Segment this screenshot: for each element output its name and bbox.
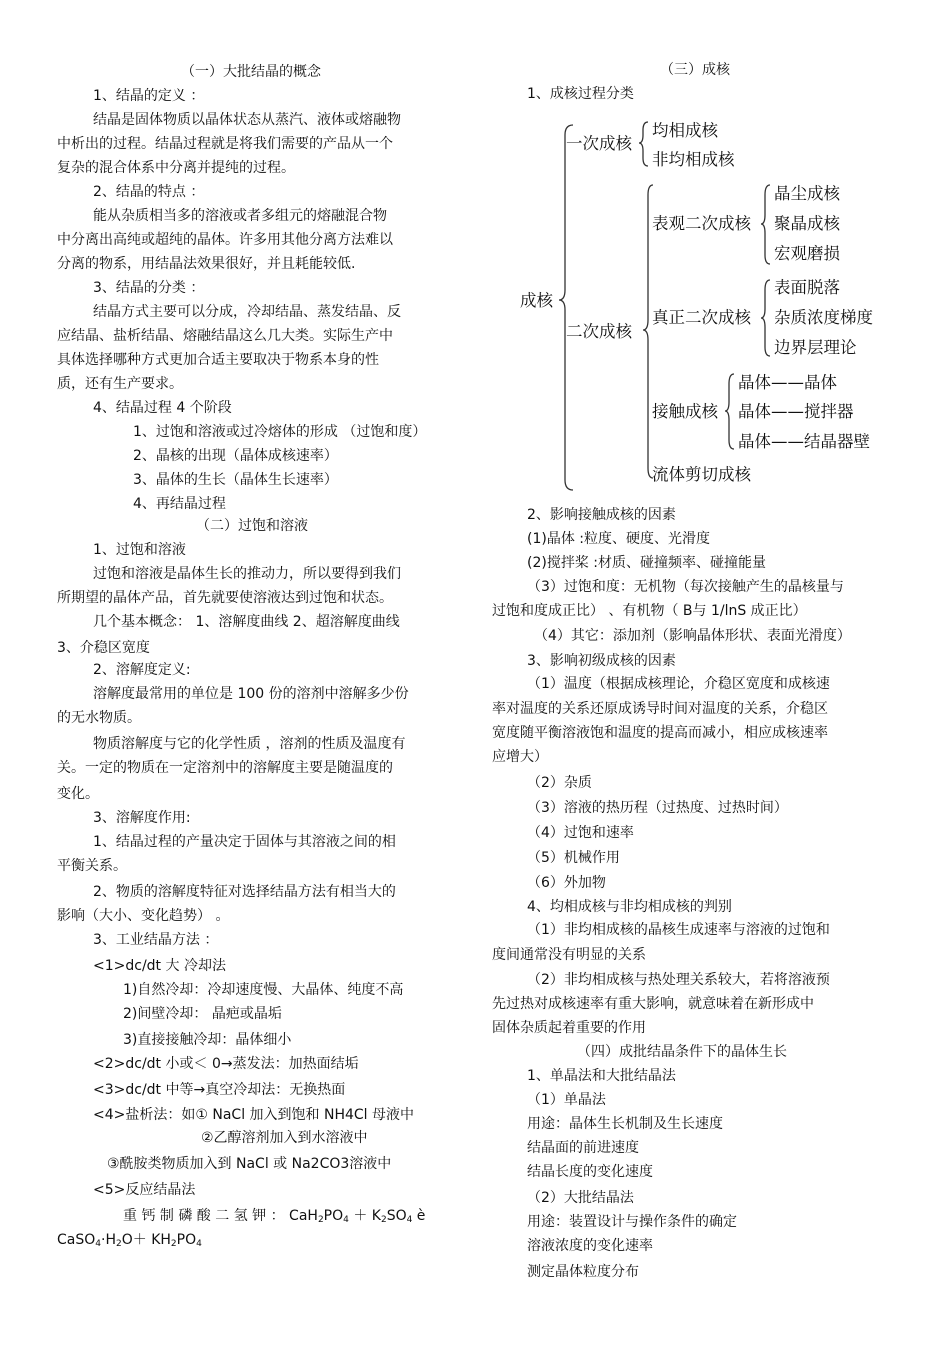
tree-node-primary: 一次成核: [566, 134, 632, 153]
subscript: 2: [317, 1215, 324, 1225]
reaction-equation-line: [123, 1206, 425, 1230]
factor-item: （4）其它：添加剂（影响晶体形状、表面光滑度）: [534, 628, 851, 644]
factor-item-continued: 率对温度的关系还原成诱导时间对温度的关系，介稳区: [492, 701, 828, 717]
discrimination-item-continued: 度间通常没有明显的关系: [492, 947, 646, 963]
brace-root: [559, 125, 573, 490]
process-stage: 1、过饱和溶液或过冷熔体的形成 （过饱和度）: [133, 424, 427, 440]
tree-leaf-macro-abrasion: 宏观磨损: [774, 244, 840, 263]
paragraph-line: 中析出的过程。结晶过程就是将我们需要的产品从一个: [57, 136, 393, 152]
equation-text: O＋ KH: [121, 1232, 171, 1248]
tree-node-apparent: 表观二次成核: [652, 214, 751, 233]
paragraph-line: 变化。: [57, 786, 99, 802]
tree-node-true-secondary: 真正二次成核: [652, 308, 751, 327]
paragraph-line: 影响（大小、变化趋势） 。: [57, 908, 230, 924]
paragraph-line: 结晶是固体物质以晶体状态从蒸汽、液体或熔融物: [93, 112, 401, 128]
process-stage: 4、再结晶过程: [133, 496, 226, 512]
subscript: 4: [95, 1239, 101, 1249]
section-title-crystal-growth: （四）成批结晶条件下的晶体生长: [577, 1044, 787, 1060]
brace-apparent: [761, 185, 770, 264]
definition-heading: 1、结晶的定义 ：: [93, 88, 205, 104]
tree-leaf-aggregate: 聚晶成核: [774, 214, 840, 233]
paragraph-line: 关。一定的物质在一定溶剂中的溶解度主要是随温度的: [57, 760, 393, 776]
tree-node-contact: 接触成核: [652, 402, 718, 421]
features-heading: 2、结晶的特点 ：: [93, 184, 205, 200]
paragraph-line: 应结晶、盐析结晶、熔融结晶这么几大类。实际生产中: [57, 328, 393, 344]
factor-item: （2）杂质: [527, 775, 592, 791]
section-title-nucleation: （三）成核: [660, 62, 730, 78]
growth-method-use: 用途：装置设计与操作条件的确定: [527, 1214, 737, 1230]
factor-item: （1）温度（根据成核理论，介稳区宽度和成核速: [527, 676, 830, 692]
factor-item-continued: 应增大）: [492, 749, 548, 765]
growth-method-detail: 结晶长度的变化速度: [527, 1164, 653, 1180]
tree-node-secondary: 二次成核: [566, 322, 632, 341]
paragraph-line: 1、结晶过程的产量决定于固体与其溶液之间的相: [93, 834, 396, 850]
subscript: 2: [170, 1239, 177, 1249]
method-subitem: 1)自然冷却：冷却速度慢、大晶体、纯度不高: [123, 982, 404, 998]
process-stage: 3、晶体的生长（晶体生长速率）: [133, 472, 338, 488]
discrimination-item-continued: 先过热对成核速率有重大影响，就意味着在新形成中: [492, 996, 814, 1012]
tree-leaf-heterogeneous: 非均相成核: [652, 150, 735, 169]
tree-leaf-homogeneous: 均相成核: [652, 121, 718, 140]
equation-text: PO: [323, 1208, 344, 1224]
method-subitem: ②乙醇溶剂加入到水溶液中: [201, 1130, 368, 1146]
discrimination-item: （1）非均相成核的晶核生成速率与溶液的过饱和: [527, 922, 830, 938]
tree-leaf-boundary-layer: 边界层理论: [774, 338, 857, 357]
primary-factors-heading: 3、影响初级成核的因素: [527, 653, 676, 669]
tree-leaf-crystal-stirrer: 晶体——搅拌器: [738, 402, 854, 421]
subscript: 2: [115, 1239, 122, 1249]
paragraph-line: 所期望的晶体产品，首先就要使溶液达到过饱和状态。: [57, 590, 393, 606]
paragraph-line: 结晶方式主要可以分成，冷却结晶、蒸发结晶、反: [93, 304, 401, 320]
factor-item: （3）过饱和度：无机物（每次接触产生的晶核量与: [527, 579, 844, 595]
method-subitem: 2)间壁冷却： 晶疤或晶垢: [123, 1006, 282, 1022]
factor-item: （5）机械作用: [527, 850, 620, 866]
factor-item: （6）外加物: [527, 875, 606, 891]
classification-heading: 3、结晶的分类 ：: [93, 280, 205, 296]
equation-text: 重 钙 制 磷 酸 二 氢 钾 ： CaH: [123, 1208, 318, 1224]
paragraph-line: 中分离出高纯或超纯的晶体。许多用其他分离方法难以: [57, 232, 393, 248]
discrimination-heading: 4、均相成核与非均相成核的判别: [527, 899, 732, 915]
equation-text: è: [412, 1208, 426, 1224]
method-item: <2>dc/dt 小或＜ 0→蒸发法：加热面结垢: [93, 1056, 359, 1072]
factor-item: (2)搅拌桨 :材质、碰撞频率、碰撞能量: [527, 555, 766, 571]
paragraph-line: 几个基本概念： 1、溶解度曲线 2、超溶解度曲线: [93, 614, 400, 630]
growth-method-detail: 溶液浓度的变化速率: [527, 1238, 653, 1254]
process-heading: 4、结晶过程 4 个阶段: [93, 400, 232, 416]
method-item: <3>dc/dt 中等→真空冷却法：无换热面: [93, 1082, 346, 1098]
equation-text: PO: [176, 1232, 197, 1248]
tree-leaf-impurity-gradient: 杂质浓度梯度: [774, 308, 873, 327]
paragraph-line: 分离的物系，用结晶法效果很好，并且耗能较低.: [57, 256, 356, 272]
paragraph-line: 平衡关系。: [57, 858, 127, 874]
tree-leaf-crystal-wall: 晶体——结晶器壁: [738, 432, 870, 451]
brace-primary: [639, 122, 648, 166]
method-item: <1>dc/dt 大 冷却法: [93, 958, 226, 974]
process-stage: 2、晶核的出现（晶体成核速率）: [133, 448, 338, 464]
equation-text: ＋ K: [348, 1208, 381, 1224]
equation-text: ·H: [101, 1232, 116, 1248]
method-subitem: 3)直接接触冷却：晶体细小: [123, 1032, 292, 1048]
brace-true: [761, 280, 770, 356]
discrimination-item: （2）非均相成核与热处理关系较大，若将溶液预: [527, 972, 830, 988]
tree-leaf-dust: 晶尘成核: [774, 184, 840, 203]
paragraph-line: 3、介稳区宽度: [57, 640, 150, 656]
paragraph-line: 溶解度最常用的单位是 100 份的溶剂中溶解多少份: [93, 686, 409, 702]
method-item: <5>反应结晶法: [93, 1182, 196, 1198]
paragraph-line: 物质溶解度与它的化学性质 ，溶剂的性质及温度有: [93, 736, 406, 752]
subscript: 2: [380, 1215, 387, 1225]
growth-method-item: （1）单晶法: [527, 1092, 606, 1108]
growth-method-heading: 1、单晶法和大批结晶法: [527, 1068, 676, 1084]
method-item: <4>盐析法：如① NaCl 加入到饱和 NH4Cl 母液中: [93, 1107, 415, 1123]
solubility-heading: 2、溶解度定义:: [93, 662, 191, 678]
reaction-equation-line: [57, 1230, 202, 1254]
section-title-supersaturated: （二）过饱和溶液: [196, 518, 308, 534]
factor-item-continued: 过饱和度成正比） 、有机物（ B与 1/lnS 成正比）: [492, 603, 807, 619]
paragraph-line: 复杂的混合体系中分离并提纯的过程。: [57, 160, 295, 176]
tree-leaf-fluid-shear: 流体剪切成核: [652, 465, 751, 484]
tree-leaf-surface-shedding: 表面脱落: [774, 278, 840, 297]
paragraph-line: 能从杂质相当多的溶液或者多组元的熔融混合物: [93, 208, 387, 224]
paragraph-line: 的无水物质。: [57, 710, 141, 726]
section-title-concept: （一）大批结晶的概念: [181, 64, 321, 80]
subscript: 4: [343, 1215, 349, 1225]
paragraph-line: 具体选择哪种方式更加合适主要取决于物系本身的性: [57, 352, 379, 368]
growth-method-item: （2）大批结晶法: [527, 1190, 634, 1206]
equation-text: SO: [386, 1208, 407, 1224]
subscript: 4: [196, 1239, 202, 1249]
paragraph-line: 2、物质的溶解度特征对选择结晶方法有相当大的: [93, 884, 396, 900]
industrial-method-heading: 3、工业结晶方法 ：: [93, 932, 219, 948]
growth-method-detail: 测定晶体粒度分布: [527, 1264, 639, 1280]
supersaturated-heading: 1、过饱和溶液: [93, 542, 186, 558]
factor-item: （4）过饱和速率: [527, 825, 634, 841]
equation-text: CaSO: [57, 1232, 96, 1248]
paragraph-line: 质，还有生产要求。: [57, 376, 183, 392]
factor-item: （3）溶液的热历程（过热度、过热时间）: [527, 800, 788, 816]
growth-method-use: 用途：晶体生长机制及生长速度: [527, 1116, 723, 1132]
solubility-use-heading: 3、溶解度作用:: [93, 810, 191, 826]
factor-item-continued: 宽度随平衡溶液饱和温度的提高而减小，相应成核速率: [492, 725, 828, 741]
discrimination-item-continued: 固体杂质起着重要的作用: [492, 1020, 646, 1036]
growth-method-detail: 结晶面的前进速度: [527, 1140, 639, 1156]
contact-factors-heading: 2、影响接触成核的因素: [527, 507, 676, 523]
nucleation-classification-heading: 1、成核过程分类: [527, 86, 634, 102]
subscript: 4: [406, 1215, 413, 1225]
tree-leaf-crystal-crystal: 晶体——晶体: [738, 373, 837, 392]
paragraph-line: 过饱和溶液是晶体生长的推动力，所以要得到我们: [93, 566, 401, 582]
brace-contact: [725, 374, 734, 449]
tree-root-nucleation: 成核: [520, 291, 553, 310]
factor-item: (1)晶体 :粒度、硬度、光滑度: [527, 531, 710, 547]
method-subitem: ③酰胺类物质加入到 NaCl 或 Na2CO3溶液中: [107, 1156, 392, 1172]
